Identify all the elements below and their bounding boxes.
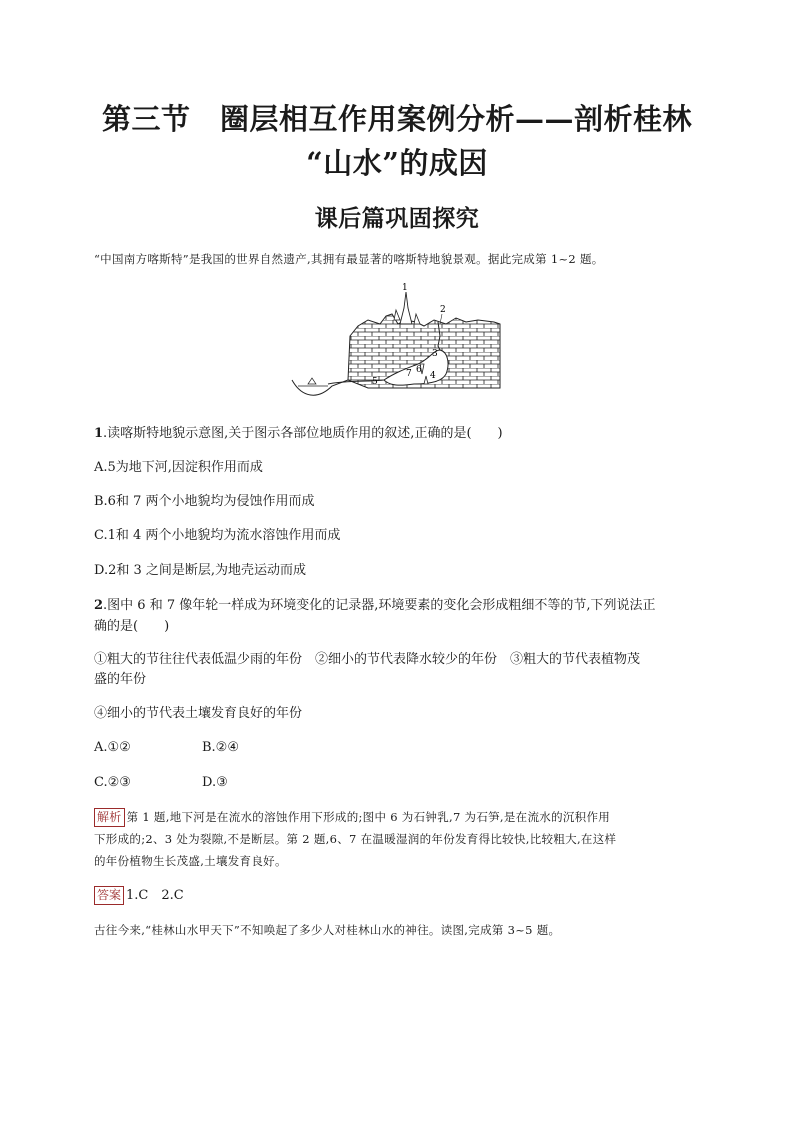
peak-1 xyxy=(400,292,412,324)
diagram-label-4: 4 xyxy=(430,371,436,381)
page-title: 第三节 圈层相互作用案例分析——剖析桂林 xyxy=(101,102,692,136)
question-2-option-d: D.③ xyxy=(202,775,228,790)
question-2-statements-line1: ①粗大的节往往代表低温少雨的年份 ②细小的节代表降水较少的年份 ③粗大的节代表植物茂 xyxy=(94,652,641,667)
analysis-tag: 解析 xyxy=(94,808,125,827)
question-2-stem xyxy=(94,596,706,616)
question-1-stem xyxy=(94,424,706,444)
question-2-option-b: B.②④ xyxy=(202,740,239,755)
karst-diagram xyxy=(288,280,508,410)
intro-passage-1: “中国南方喀斯特”是我国的世界自然遗产,其拥有最显著的喀斯特地貌景观。据此完成第 1~2 题。 xyxy=(94,252,604,266)
question-1-option-b: B.6和 7 两个小地貌均为侵蚀作用而成 xyxy=(94,494,315,509)
question-1-option-d: D.2和 3 之间是断层,为地壳运动而成 xyxy=(94,563,307,578)
answer-tag: 答案 xyxy=(94,886,124,905)
question-2-option-c: C.②③ xyxy=(94,775,131,790)
water-level-icon xyxy=(308,378,316,384)
question-2-option-a: A.①② xyxy=(94,740,131,755)
question-1-option-c: C.1和 4 两个小地貌均为流水溶蚀作用而成 xyxy=(94,528,341,543)
diagram-label-1: 1 xyxy=(402,283,408,293)
question-2-text-line2: 确的是( ) xyxy=(94,619,170,634)
question-1-text: .读喀斯特地貌示意图,关于图示各部位地质作用的叙述,正确的是( ) xyxy=(103,426,503,441)
answer-text: 1.C 2.C xyxy=(126,888,184,903)
diagram-label-5: 5 xyxy=(372,377,378,387)
answer-line xyxy=(94,886,706,906)
question-1-option-a: A.5为地下河,因淀积作用而成 xyxy=(94,460,263,475)
analysis-text-line1: 第 1 题,地下河是在流水的溶蚀作用下形成的;图中 6 为石钟乳,7 为石笋,是在流水的沉积作用 xyxy=(126,810,611,824)
intro-passage-2: 古往今来,“桂林山水甲天下”不知唤起了多少人对桂林山水的神往。读图,完成第 3~5 题。 xyxy=(94,923,561,937)
analysis-text-line2: 下形成的;2、3 处为裂隙,不是断层。第 2 题,6、7 在温暖湿润的年份发育得比较快,比较粗大,在这样 xyxy=(94,832,617,846)
question-2-statements-line3: ④细小的节代表土壤发育良好的年份 xyxy=(94,706,303,721)
section-subtitle: 课后篇巩固探究 xyxy=(314,205,480,232)
diagram-label-3: 3 xyxy=(432,349,438,359)
diagram-label-7: 7 xyxy=(406,369,412,379)
page-title-continued: “山水”的成因 xyxy=(306,146,488,180)
diagram-label-2: 2 xyxy=(440,305,446,315)
question-2-text-line1: .图中 6 和 7 像年轮一样成为环境变化的记录器,环境要素的变化会形成粗细不等的节,下列说法正 xyxy=(103,598,656,613)
question-2-number: 2 xyxy=(94,598,104,613)
diagram-label-6: 6 xyxy=(416,365,422,375)
analysis-line1 xyxy=(94,807,706,827)
question-2-statements-line2: 盛的年份 xyxy=(94,672,147,687)
karst-diagram-svg xyxy=(288,280,508,410)
question-1-number: 1 xyxy=(94,426,104,441)
analysis-text-line3: 的年份植物生长茂盛,土壤发育良好。 xyxy=(94,854,287,868)
